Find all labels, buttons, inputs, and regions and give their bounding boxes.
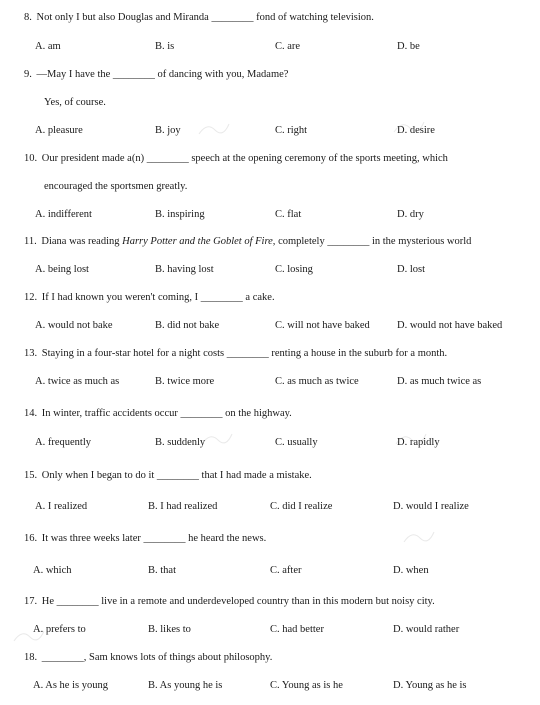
question-number: 13.	[24, 348, 38, 359]
option-a[interactable]: A. As he is young	[33, 680, 108, 691]
option-b[interactable]: B. inspiring	[155, 209, 205, 220]
option-b[interactable]: B. having lost	[155, 264, 214, 275]
option-b[interactable]: B. that	[148, 565, 176, 576]
watermark-mark	[392, 428, 428, 450]
question-9	[24, 69, 530, 80]
watermark-mark	[390, 116, 426, 138]
question-stem: If I had known you weren't coming, I ________ a cake.	[41, 292, 275, 303]
question-stem: —May I have the ________ of dancing with you, Madame?	[36, 69, 289, 80]
question-10	[24, 153, 530, 164]
question-stem-end: completely ________ in the mysterious world	[275, 236, 472, 247]
question-stem: Only when I began to do it ________ that I had made a mistake.	[41, 470, 312, 481]
option-a[interactable]: A. frequently	[35, 437, 91, 448]
question-8	[24, 12, 530, 23]
option-c[interactable]: C. as much as twice	[275, 376, 359, 387]
option-d[interactable]: D. rapidly	[397, 437, 440, 448]
option-a[interactable]: A. am	[35, 41, 61, 52]
option-c[interactable]: C. Young as is he	[270, 680, 343, 691]
question-12	[24, 292, 530, 303]
question-14	[24, 408, 530, 419]
option-a[interactable]: A. twice as much as	[35, 376, 120, 387]
question-stem: Our president made a(n) ________ speech at the opening ceremony of the sports meeting, which	[41, 153, 448, 164]
watermark-mark	[195, 118, 231, 140]
question-continuation: Yes, of course.	[44, 97, 106, 108]
option-a[interactable]: A. I realized	[35, 501, 88, 512]
option-c[interactable]: C. usually	[275, 437, 318, 448]
option-c[interactable]: C. will not have baked	[275, 320, 370, 331]
question-number: 9.	[24, 69, 32, 80]
question-number: 8.	[24, 12, 32, 23]
option-d[interactable]: D. dry	[397, 209, 424, 220]
question-11	[24, 236, 530, 247]
option-a[interactable]: A. indifferent	[35, 209, 92, 220]
question-17	[24, 596, 530, 607]
question-stem-start: Diana was reading	[41, 236, 123, 247]
option-b[interactable]: B. twice more	[155, 376, 215, 387]
option-a[interactable]: A. pleasure	[35, 125, 83, 136]
option-d[interactable]: D. would not have baked	[397, 320, 503, 331]
question-16	[24, 533, 530, 544]
option-d[interactable]: D. when	[393, 565, 429, 576]
book-title: Harry Potter and the Goblet of Fire,	[122, 236, 276, 247]
question-stem: Not only I but also Douglas and Miranda ________ fond of watching television.	[36, 12, 374, 23]
option-c[interactable]: C. had better	[270, 624, 324, 635]
question-15	[24, 470, 530, 481]
option-b[interactable]: B. did not bake	[155, 320, 220, 331]
question-number: 17.	[24, 596, 38, 607]
watermark-mark	[198, 428, 234, 450]
question-number: 15.	[24, 470, 38, 481]
question-18	[24, 652, 530, 663]
option-b[interactable]: B. is	[155, 41, 175, 52]
question-stem: In winter, traffic accidents occur ________ on the highway.	[41, 408, 292, 419]
option-a[interactable]: A. being lost	[35, 264, 89, 275]
option-c[interactable]: C. after	[270, 565, 302, 576]
option-d[interactable]: D. would I realize	[393, 501, 469, 512]
question-number: 18.	[24, 652, 38, 663]
question-stem: ________, Sam knows lots of things about philosophy.	[41, 652, 273, 663]
option-c[interactable]: C. losing	[275, 264, 313, 275]
option-d[interactable]: D. desire	[397, 125, 435, 136]
option-a[interactable]: A. which	[33, 565, 72, 576]
question-number: 11.	[24, 236, 37, 247]
question-stem: Staying in a four-star hotel for a night costs ________ renting a house in the suburb for a month.	[41, 348, 448, 359]
question-number: 12.	[24, 292, 38, 303]
option-c[interactable]: C. are	[275, 41, 301, 52]
option-d[interactable]: D. Young as he is	[393, 680, 467, 691]
question-stem: He ________ live in a remote and underdeveloped country than in this modern but noisy city.	[41, 596, 435, 607]
option-d[interactable]: D. would rather	[393, 624, 460, 635]
option-b[interactable]: B. likes to	[148, 624, 191, 635]
option-b[interactable]: B. As young he is	[148, 680, 223, 691]
option-a[interactable]: A. prefers to	[33, 624, 86, 635]
option-d[interactable]: D. lost	[397, 264, 426, 275]
watermark-mark	[400, 526, 436, 548]
question-continuation: encouraged the sportsmen greatly.	[44, 181, 188, 192]
option-c[interactable]: C. did I realize	[270, 501, 333, 512]
question-13	[24, 348, 530, 359]
question-number: 10.	[24, 153, 38, 164]
option-c[interactable]: C. flat	[275, 209, 302, 220]
option-a[interactable]: A. would not bake	[35, 320, 113, 331]
question-stem: It was three weeks later ________ he heard the news.	[41, 533, 267, 544]
question-number: 16.	[24, 533, 38, 544]
option-c[interactable]: C. right	[275, 125, 308, 136]
option-b[interactable]: B. suddenly	[155, 437, 206, 448]
option-d[interactable]: D. be	[397, 41, 420, 52]
option-d[interactable]: D. as much twice as	[397, 376, 482, 387]
watermark-mark	[10, 625, 46, 647]
option-b[interactable]: B. I had realized	[148, 501, 218, 512]
question-number: 14.	[24, 408, 38, 419]
option-b[interactable]: B. joy	[155, 125, 181, 136]
